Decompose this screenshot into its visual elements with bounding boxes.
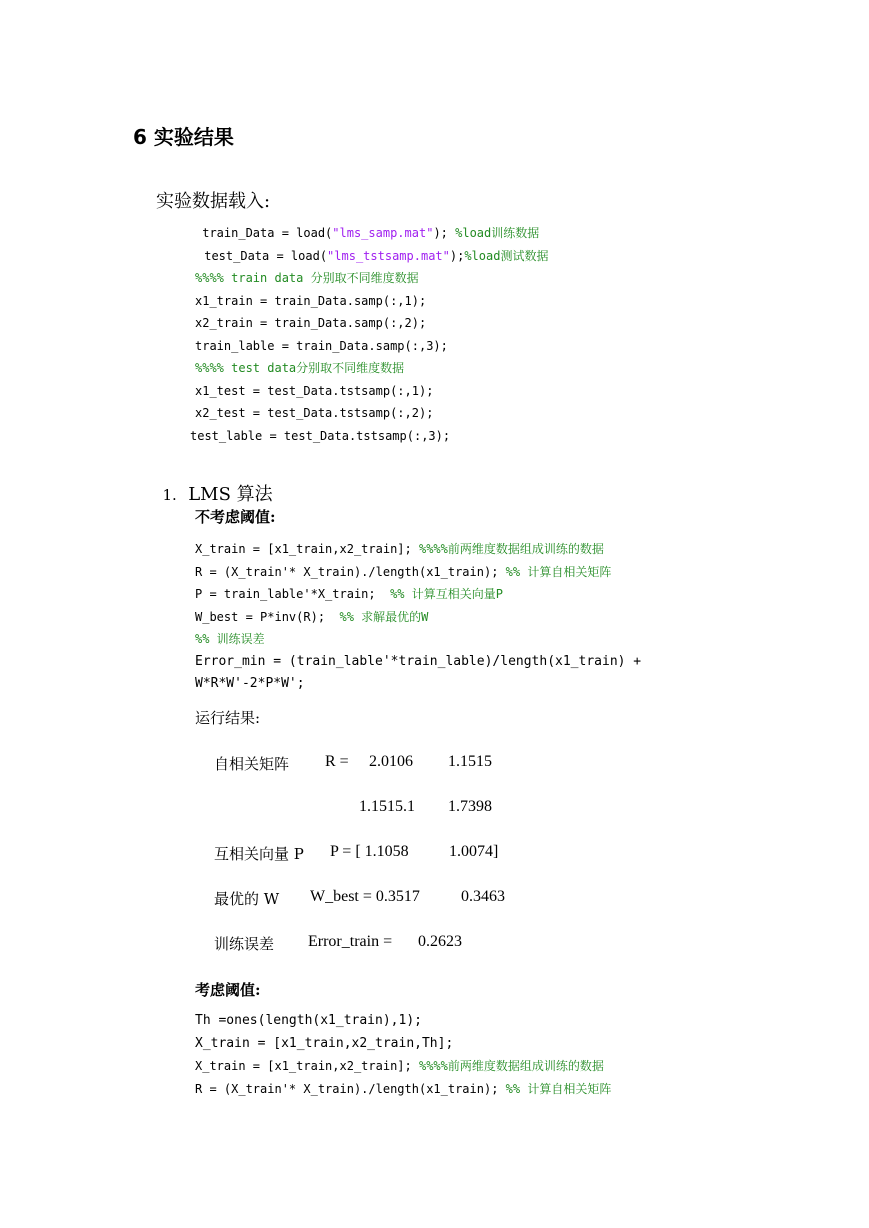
code-text: X_train = [x1_train,x2_train,Th]; [195, 1035, 454, 1051]
code-comment: %% 计算自相关矩阵 [505, 1081, 612, 1096]
code-line [195, 628, 641, 651]
code-line [195, 335, 548, 358]
code-comment: %% 求解最优的W [339, 609, 429, 624]
code-line [195, 1055, 611, 1078]
code-comment: %% 计算自相关矩阵 [505, 564, 612, 579]
code-text: R = (X_train'* X_train)./length(x1_train); [195, 1081, 506, 1096]
code-comment: %%%% train data 分别取不同维度数据 [195, 271, 419, 285]
code-text: W_best = P*inv(R); [195, 609, 340, 624]
code-text: test_Data = load( [197, 248, 328, 263]
code-string: "lms_tstsamp.mat" [327, 248, 450, 263]
w-eq: W_best = 0.3517 [310, 888, 420, 905]
lms-heading [151, 459, 273, 506]
code-line [195, 583, 641, 606]
with-threshold-heading: 考虑阈值: [195, 981, 261, 999]
no-threshold-code-block [195, 538, 641, 696]
code-line [195, 380, 548, 403]
p-label: 互相关向量 P [214, 845, 304, 863]
code-line [195, 538, 641, 561]
code-text: train_lable = train_Data.samp(:,3); [195, 338, 448, 353]
code-text: Error_min = (train_lable'*train_lable)/length(x1_train) + [195, 653, 642, 669]
e-label: 训练误差 [214, 935, 275, 953]
code-line [195, 561, 641, 584]
code-comment: %% 计算互相关向量P [390, 587, 503, 601]
r-value-4: 1.7398 [448, 798, 492, 815]
p-eq: P = [ 1.1058 [330, 843, 409, 860]
code-line [190, 425, 548, 448]
p-value-2: 1.0074] [449, 843, 499, 860]
r-value-3: 1.1515.1 [359, 798, 415, 815]
code-text: x1_train = train_Data.samp(:,1); [195, 293, 427, 308]
code-comment: %%%%前两维度数据组成训练的数据 [418, 1059, 604, 1073]
no-threshold-heading: 不考虑阈值: [195, 508, 276, 526]
code-text: x1_test = test_Data.tstsamp(:,1); [195, 383, 434, 398]
lms-heading-number: 1. [162, 486, 177, 504]
code-line [195, 673, 641, 696]
r-label: 自相关矩阵 [214, 755, 290, 773]
code-comment: %%%% test data分别取不同维度数据 [195, 361, 405, 375]
code-line [195, 1078, 611, 1101]
with-threshold-code-block [195, 1010, 611, 1100]
code-line [195, 1033, 611, 1056]
code-line [195, 312, 548, 335]
code-line [195, 290, 548, 313]
code-comment: %%%%前两维度数据组成训练的数据 [418, 542, 604, 556]
code-line [195, 267, 548, 290]
r-value-2: 1.1515 [448, 753, 492, 770]
code-text: train_Data = load( [195, 226, 333, 240]
code-line [195, 222, 548, 245]
code-line [195, 357, 548, 380]
code-comment: %load测试数据 [464, 248, 549, 263]
code-comment: %load训练数据 [455, 226, 540, 240]
code-string: "lms_samp.mat" [332, 226, 434, 240]
code-text: P = train_lable'*X_train; [195, 587, 391, 601]
code-text: ); [433, 226, 456, 240]
load-code-block [190, 222, 549, 447]
r-value-1: 2.0106 [369, 753, 413, 770]
e-value: 0.2623 [418, 933, 462, 950]
code-text: x2_train = train_Data.samp(:,2); [195, 316, 427, 330]
code-line [195, 606, 641, 629]
code-text: X_train = [x1_train,x2_train]; [195, 542, 419, 556]
code-text: W*R*W'-2*P*W'; [195, 676, 305, 691]
code-text: x2_test = test_Data.tstsamp(:,2); [195, 406, 434, 420]
code-text: test_lable = test_Data.tstsamp(:,3); [190, 428, 451, 443]
code-line [195, 1010, 611, 1033]
load-heading: 实验数据载入: [156, 191, 271, 212]
w-label: 最优的 W [214, 890, 280, 908]
e-eq: Error_train = [308, 933, 393, 950]
r-eq: R = [325, 753, 349, 770]
code-line [195, 402, 548, 425]
code-text: ); [449, 248, 465, 263]
code-text: Th =ones(length(x1_train),1); [195, 1013, 422, 1028]
code-comment: %% 训练误差 [195, 632, 265, 646]
code-line [197, 245, 548, 268]
code-text: X_train = [x1_train,x2_train]; [195, 1059, 419, 1073]
lms-heading-text: LMS 算法 [188, 484, 273, 505]
w-value-2: 0.3463 [461, 888, 505, 905]
code-text: R = (X_train'* X_train)./length(x1_train); [195, 564, 506, 579]
section-title: 6 实验结果 [133, 125, 234, 149]
result-label: 运行结果: [195, 709, 261, 727]
code-line [195, 651, 641, 674]
